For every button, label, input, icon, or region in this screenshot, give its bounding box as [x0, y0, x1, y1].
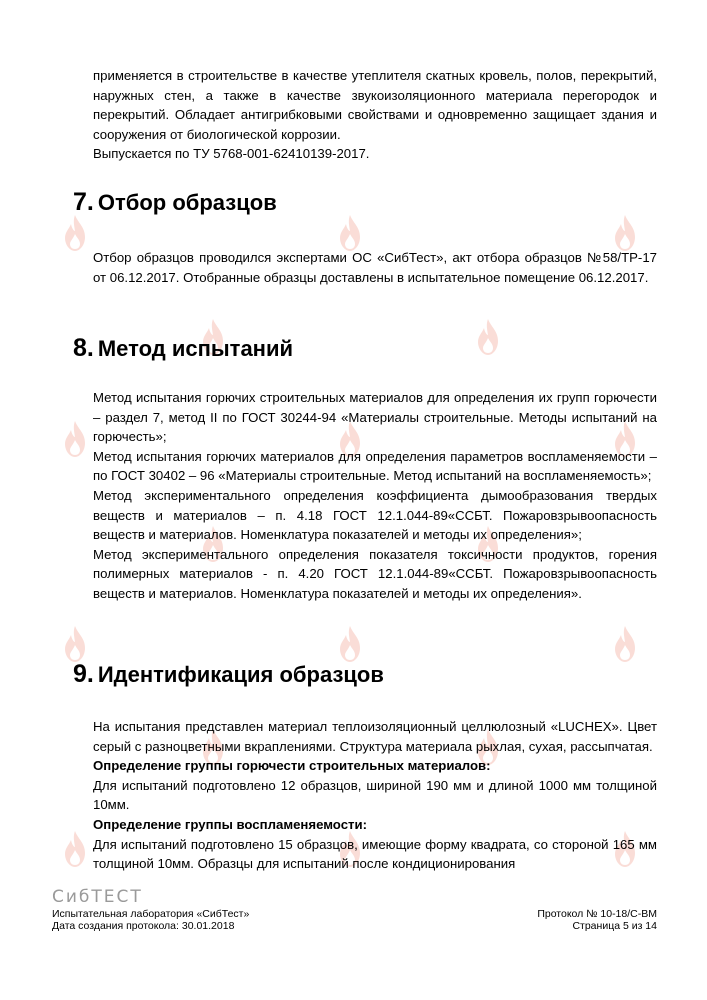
method-item: Метод экспериментального определения показателя токсичности продуктов, горения полимерных материалов - п. 4.20 ГОСТ 12.1.044-89«ССБТ. Пожаровзрывоопасность веществ и материалов. Номенклатура показателей и методы их определения».	[93, 546, 657, 601]
section-8-heading	[73, 334, 293, 363]
footer-page-number: Страница 5 из 14	[572, 920, 657, 932]
flame-watermark-icon	[62, 214, 88, 252]
flame-watermark-icon	[475, 318, 501, 356]
footer-right	[537, 908, 657, 932]
intro-text: применяется в строительстве в качестве утеплителя скатных кровель, полов, перекрытий, наружных стен, а также в качестве звукоизоляционного материала перегородок и перекрытий. Обладает антигрибковыми свойствами и одновременно защищает здания и сооружения от биологической коррозии.	[93, 68, 657, 142]
section-number: 7.	[73, 188, 94, 216]
section-title: Метод испытаний	[97, 336, 294, 361]
flame-watermark-icon	[337, 625, 363, 663]
footer-protocol: Протокол № 10-18/С-ВМ	[537, 908, 657, 920]
section-7-heading	[73, 188, 277, 217]
flame-watermark-icon	[62, 625, 88, 663]
flame-watermark-icon	[62, 420, 88, 458]
section-title: Идентификация образцов	[97, 662, 384, 687]
section-number: 9.	[73, 660, 94, 688]
flame-watermark-icon	[62, 830, 88, 868]
flame-watermark-icon	[612, 625, 638, 663]
flame-watermark-icon	[337, 214, 363, 252]
section-9-heading	[73, 660, 384, 689]
section-9-content	[93, 717, 657, 874]
footer-lab: Испытательная лаборатория «СибТест»	[52, 908, 250, 920]
section-title: Отбор образцов	[97, 190, 277, 215]
footer-left	[52, 908, 249, 932]
section-8-methods	[93, 388, 657, 604]
subsection-text: Для испытаний подготовлено 12 образцов, шириной 190 мм и длиной 1000 мм толщиной 10мм.	[93, 777, 657, 813]
method-item: Метод испытания горючих материалов для определения параметров воспламеняемости – по ГОСТ 30402 – 96 «Материалы строительные. Метод испытаний на воспламеняемость»;	[93, 448, 657, 484]
flame-watermark-icon	[612, 214, 638, 252]
section-7-text: Отбор образцов проводился экспертами ОС «СибТест», акт отбора образцов №58/ТР-17 от 06.12.2017. Отобранные образцы доставлены в испытательное помещение 06.12.2017.	[93, 250, 657, 285]
method-item: Метод экспериментального определения коэффициента дымообразования твердых веществ и материалов – п. 4.18 ГОСТ 12.1.044-89«ССБТ. Пожаровзрывоопасность веществ и материалов. Номенклатура показателей и методы их определения»;	[93, 487, 657, 543]
sibtest-logo: СибТЕСТ	[52, 887, 143, 907]
method-item: Метод испытания горючих строительных материалов для определения их групп горючести – раздел 7, метод II по ГОСТ 30244-94 «Материалы строительные. Методы испытаний на горючесть»;	[93, 390, 657, 445]
section-number: 8.	[73, 334, 94, 362]
subsection-title: Определение группы воспламеняемости:	[93, 816, 367, 832]
subsection-text: Для испытаний подготовлено 15 образцов, имеющие форму квадрата, со стороной 165 мм толщиной 10мм. Образцы для испытаний после кондиционирования	[93, 836, 657, 872]
intro-paragraph	[93, 66, 657, 164]
sample-description: На испытания представлен материал теплоизоляционный целлюлозный «LUCHEX». Цвет серый с разноцветными вкраплениями. Структура материала рыхлая, сухая, рассыпчатая.	[93, 719, 657, 754]
subsection-title: Определение группы горючести строительных материалов:	[93, 758, 491, 774]
intro-spec: Выпускается по ТУ 5768-001-62410139-2017.	[93, 146, 370, 162]
footer-date: Дата создания протокола: 30.01.2018	[52, 920, 235, 932]
